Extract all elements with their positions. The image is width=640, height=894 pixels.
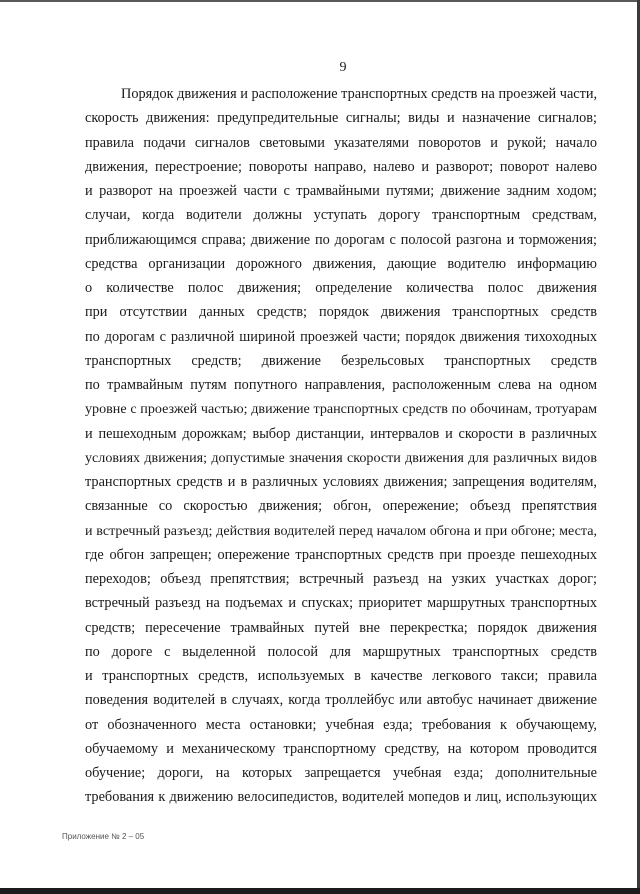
text-line: движения, перестроение; повороты направо, налево и разворот; поворот налево xyxy=(85,158,597,175)
text-line: поведения водителей в случаях, когда троллейбус или автобус начинает движение xyxy=(85,692,597,709)
body-paragraph xyxy=(85,82,597,810)
text-line: условиях движения; допустимые значения скорости движения для различных видов xyxy=(85,449,597,466)
text-line: о количестве полос движения; определение количества полос движения xyxy=(85,280,597,296)
text-line: средства организации дорожного движения, дающие водителю информацию xyxy=(85,255,597,272)
text-line: приближающимся справа; движение по дорогам с полосой разгона и торможения; xyxy=(85,231,597,248)
text-line: по трамвайным путям попутного направления, расположенным слева на одном xyxy=(85,377,597,393)
text-line: средств; пересечение трамвайных путей вне перекрестка; порядок движения xyxy=(85,619,597,636)
scan-edge-top xyxy=(0,0,640,2)
text-line: встречный разъезд на подъемах и спусках; приоритет маршрутных транспортных xyxy=(85,595,597,612)
text-line: при отсутствии данных средств; порядок движения транспортных средств xyxy=(85,304,597,321)
text-line: обучаемому и механическому транспортному средству, на котором проводится xyxy=(85,740,597,757)
text-line: уровне с проезжей частью; движение транспортных средств по обочинам, тротуарам xyxy=(85,401,597,418)
footer-note: Приложение № 2 – 05 xyxy=(62,832,145,841)
text-line: переходов; объезд препятствия; встречный разъезд на узких участках дорог; xyxy=(85,571,597,587)
text-line: и разворот на проезжей части с трамвайными путями; движение задним ходом; xyxy=(85,183,597,199)
text-line: требования к движению велосипедистов, водителей мопедов и лиц, использующих xyxy=(85,789,597,806)
page-number: 9 xyxy=(339,60,347,75)
text-line: скорость движения: предупредительные сигналы; виды и назначение сигналов; xyxy=(85,110,597,127)
text-line: и транспортных средств, используемых в качестве легкового такси; правила xyxy=(85,668,597,684)
text-line: транспортных средств и в различных условиях движения; запрещения водителям, xyxy=(85,474,597,490)
text-line: обучение; дороги, на которых запрещается учебная езда; дополнительные xyxy=(85,765,597,781)
text-line: по дороге с выделенной полосой для маршрутных транспортных средств xyxy=(85,643,597,660)
text-line: от обозначенного места остановки; учебная езда; требования к обучающему, xyxy=(85,716,597,733)
text-line: по дорогам с различной шириной проезжей части; порядок движения тихоходных xyxy=(85,328,597,345)
text-line: случаи, когда водители должны уступать дорогу транспортным средствам, xyxy=(85,207,597,224)
text-line: правила подачи сигналов световыми указателями поворотов и рукой; начало xyxy=(85,134,597,151)
text-line: связанные со скоростью движения; обгон, опережение; объезд препятствия xyxy=(85,498,597,515)
text-line: где обгон запрещен; опережение транспортных средств при проезде пешеходных xyxy=(85,546,597,563)
text-line: и встречный разъезд; действия водителей перед началом обгона и при обгоне; места, xyxy=(85,522,597,539)
text-line: транспортных средств; движение безрельсовых транспортных средств xyxy=(85,352,597,369)
text-line: и пешеходным дорожкам; выбор дистанции, интервалов и скорости в различных xyxy=(85,425,597,442)
text-line: Порядок движения и расположение транспортных средств на проезжей части, xyxy=(121,86,598,102)
scan-edge-bottom xyxy=(0,888,640,894)
